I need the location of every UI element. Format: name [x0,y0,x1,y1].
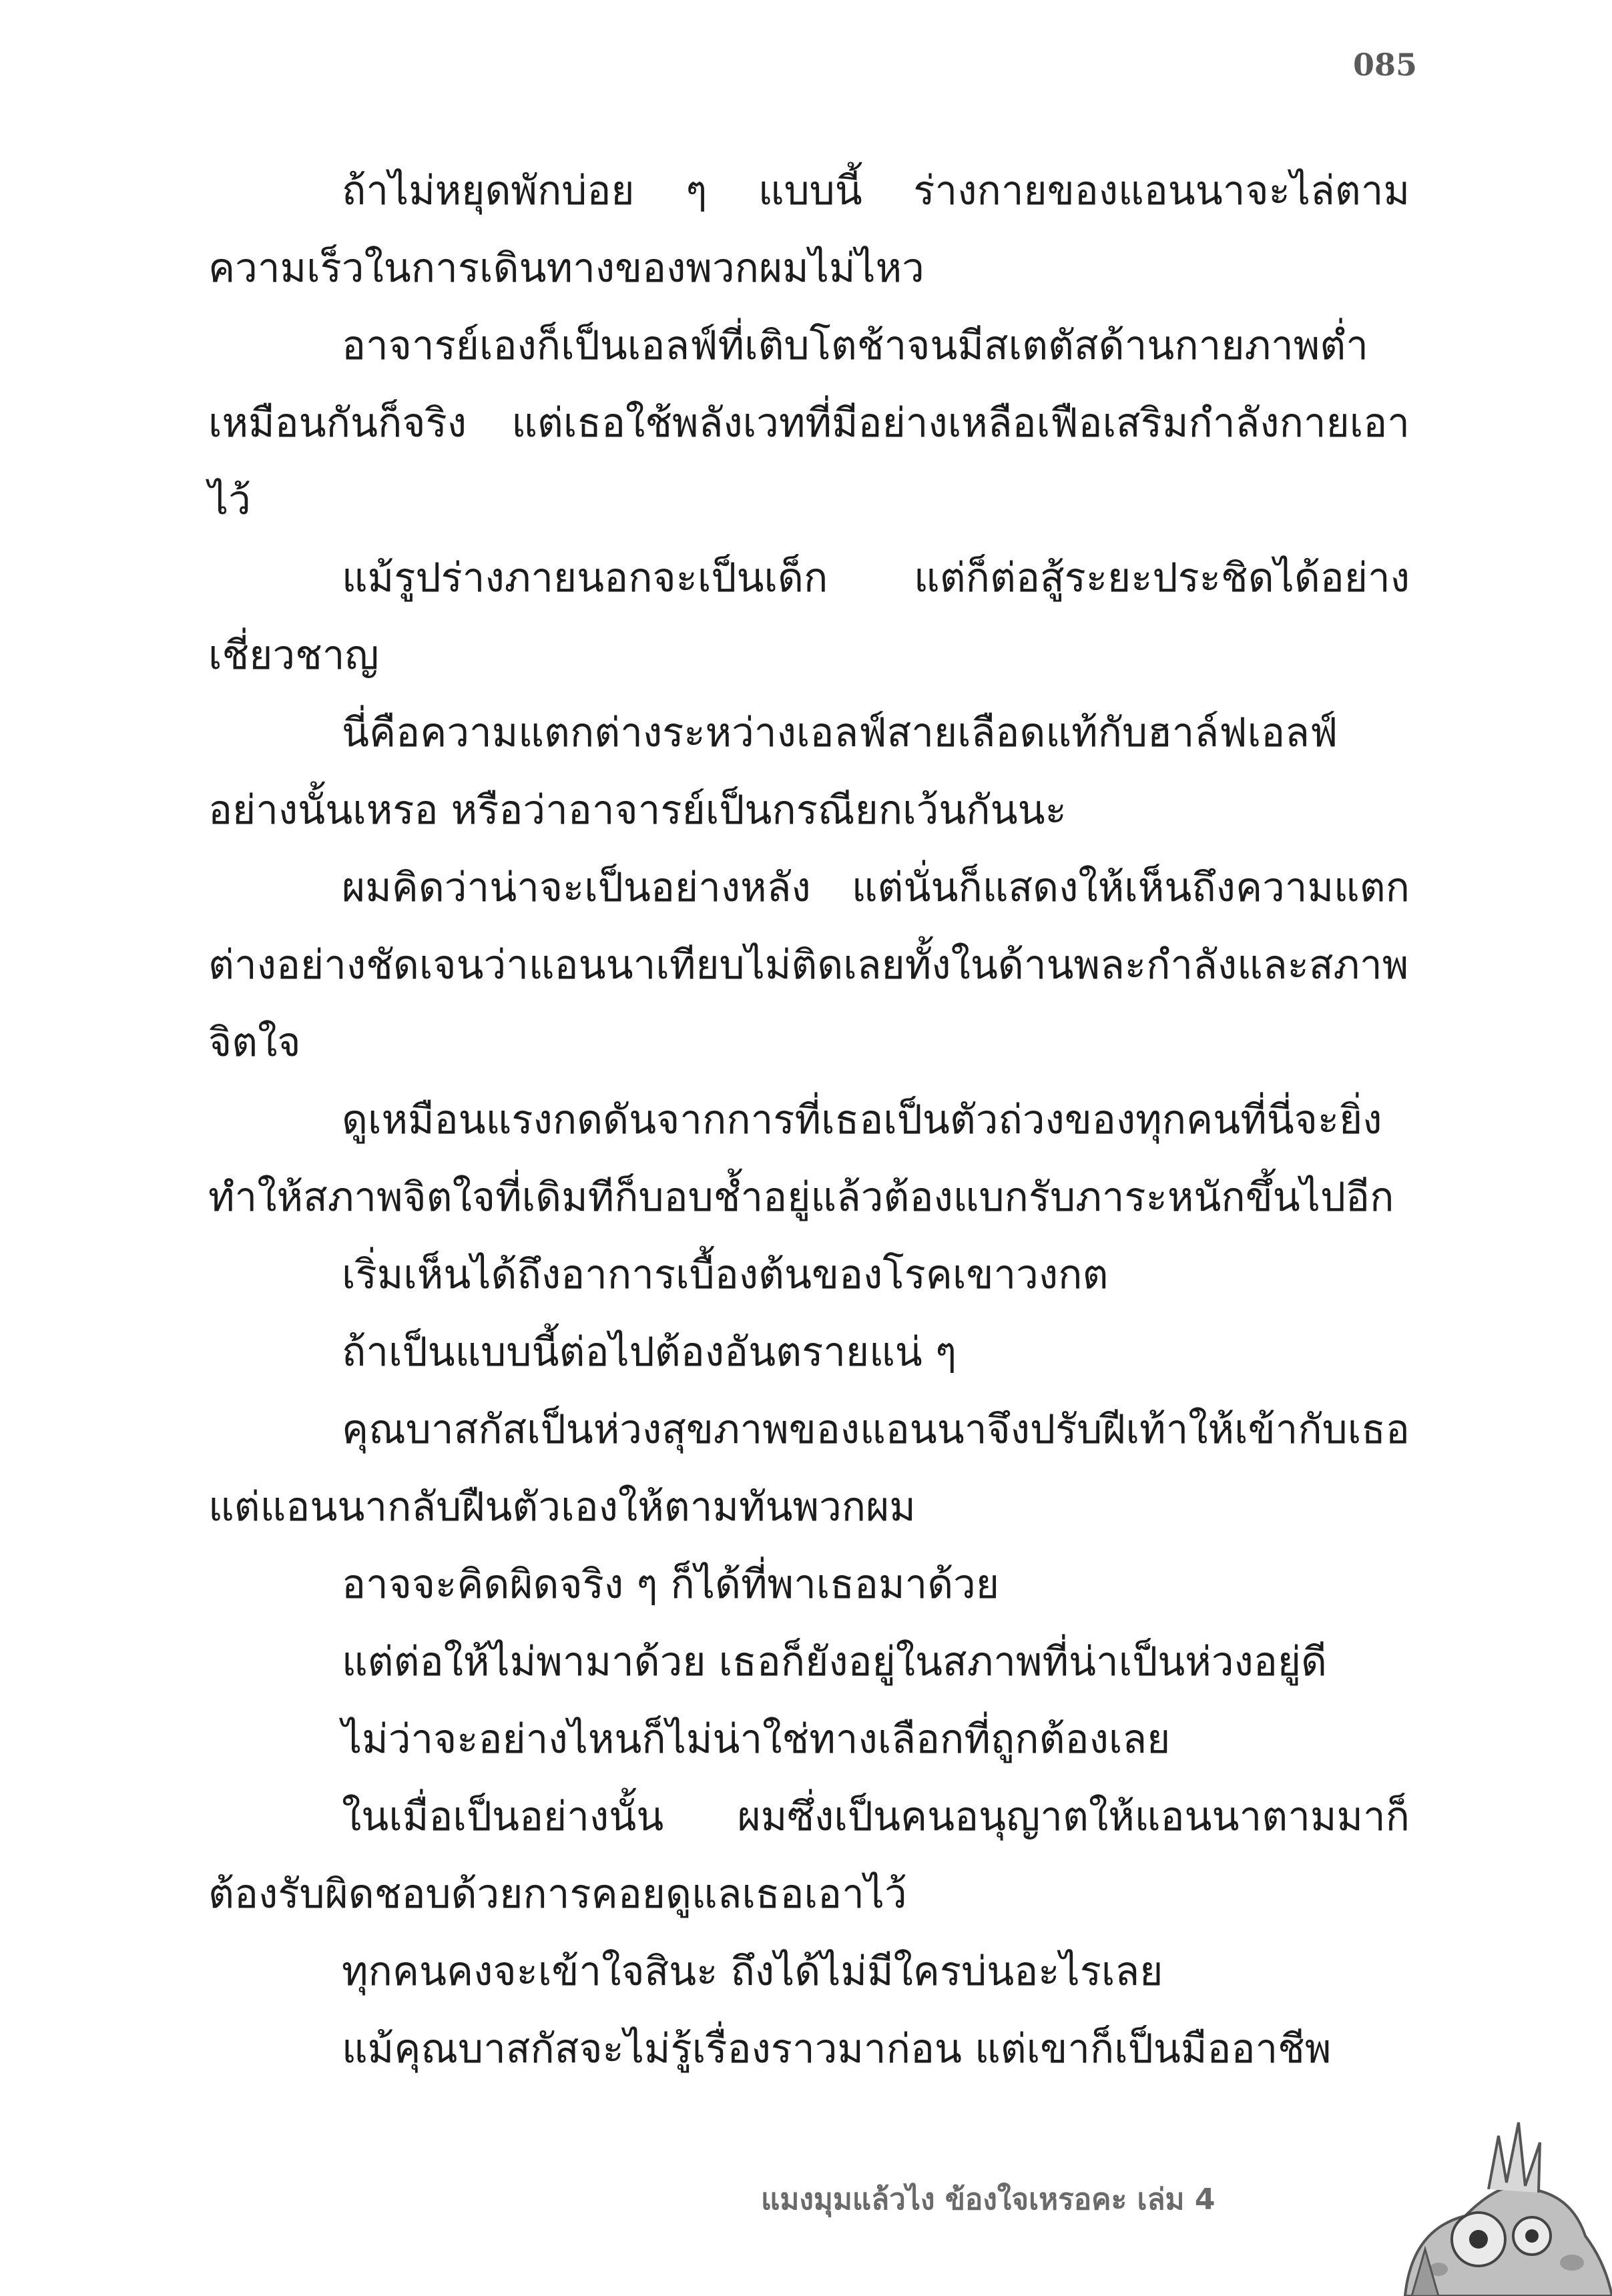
paragraph: ไม่ว่าจะอย่างไหนก็ไม่น่าใช่ทางเลือกที่ถูกต้องเลย [342,1716,1171,1763]
paragraph: ผมคิดว่าน่าจะเป็นอย่างหลัง แต่นั่นก็แสดงให้เห็นถึงความแตกต่างอย่างชัดเจนว่าแอนนาเทียบไม่ติดเลยทั้งในด้านพละกำลังและสภาพจิตใจ [208,864,1410,1066]
body-text [208,152,1410,2088]
running-footer: แมงมุมแล้วไง ข้องใจเหรอคะ เล่ม 4 [761,2183,1216,2217]
paragraph: ดูเหมือนแรงกดดันจากการที่เธอเป็นตัวถ่วงของทุกคนที่นี่จะยิ่งทำให้สภาพจิตใจที่เดิมทีก็บอบช้ำอยู่แล้วต้องแบกรับภาระหนักขึ้นไปอีก [208,1097,1394,1221]
paragraph: อาจจะคิดผิดจริง ๆ ก็ได้ที่พาเธอมาด้วย [342,1561,1000,1608]
paragraph: แม้รูปร่างภายนอกจะเป็นเด็ก แต่ก็ต่อสู้ระยะประชิดได้อย่างเชี่ยวชาญ [208,555,1410,679]
dinosaur-mascot-icon [1332,2096,1612,2296]
paragraph: คุณบาสกัสเป็นห่วงสุขภาพของแอนนาจึงปรับฝีเท้าให้เข้ากับเธอ แต่แอนนากลับฝืนตัวเองให้ตามทันพวกผม [208,1406,1410,1530]
paragraph: ในเมื่อเป็นอย่างนั้น ผมซึ่งเป็นคนอนุญาตให้แอนนาตามมาก็ต้องรับผิดชอบด้วยการคอยดูแลเธอเอาไว้ [208,1793,1410,1918]
paragraph: แม้คุณบาสกัสจะไม่รู้เรื่องราวมาก่อน แต่เขาก็เป็นมืออาชีพ [342,2026,1332,2072]
paragraph: แต่ต่อให้ไม่พามาด้วย เธอก็ยังอยู่ในสภาพที่น่าเป็นห่วงอยู่ดี [342,1639,1328,1685]
paragraph: ถ้าเป็นแบบนี้ต่อไปต้องอันตรายแน่ ๆ [342,1329,957,1376]
paragraph: นี่คือความแตกต่างระหว่างเอลฟ์สายเลือดแท้กับฮาล์ฟเอลฟ์อย่างนั้นเหรอ หรือว่าอาจารย์เป็นกรณียกเว้นกันนะ [208,709,1338,834]
paragraph: อาจารย์เองก็เป็นเอลฟ์ที่เติบโตช้าจนมีสเตตัสด้านกายภาพต่ำเหมือนกันก็จริง แต่เธอใช้พลังเวทที่มีอย่างเหลือเฟือเสริมกำลังกายเอาไว้ [208,322,1410,524]
paragraph: ทุกคนคงจะเข้าใจสินะ ถึงได้ไม่มีใครบ่นอะไรเลย [342,1948,1163,1995]
paragraph: เริ่มเห็นได้ถึงอาการเบื้องต้นของโรคเขาวงกต [342,1251,1109,1298]
paragraph: ถ้าไม่หยุดพักบ่อย ๆ แบบนี้ ร่างกายของแอนนาจะไล่ตามความเร็วในการเดินทางของพวกผมไม่ไหว [208,168,1410,292]
page-number: 085 [1352,47,1417,83]
